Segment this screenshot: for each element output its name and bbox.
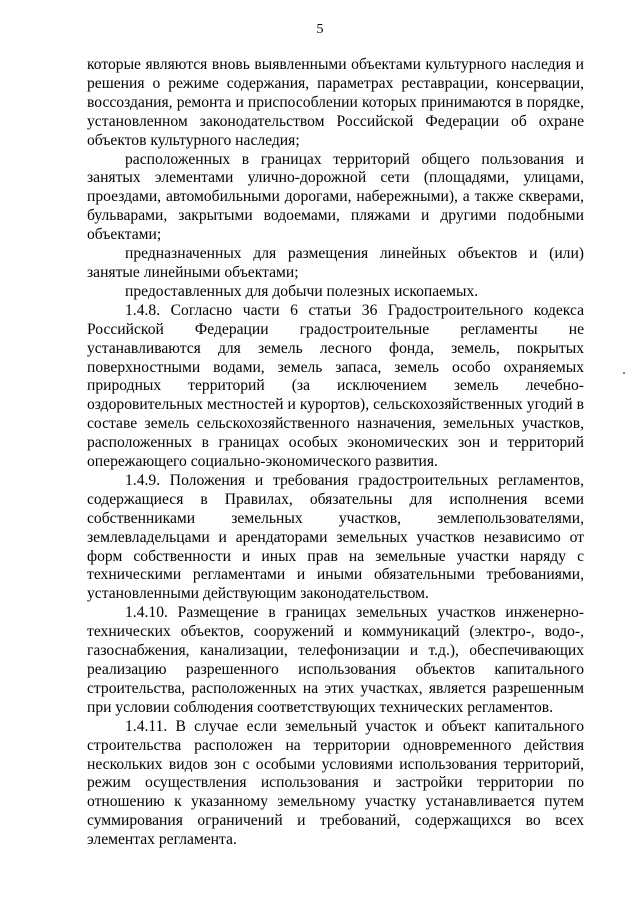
- document-body: [87, 56, 584, 850]
- paragraph: расположенных в границах территорий общего пользования и занятых элементами улично-дорожной сети (площадями, улицами, проездами, автомобильными дорогами, набережными), а также скверами, бульварами, закрытыми водоемами, пляжами и другими подобными объектами;: [87, 150, 584, 244]
- paragraph: которые являются вновь выявленными объектами культурного наследия и решения о режиме содержания, параметрах реставрации, консервации, воссоздания, ремонта и приспособлении которых принимаются в порядке, установленном законодательством Российской Федерации об охране объектов культурного наследия;: [87, 56, 584, 149]
- paragraph: предоставленных для добычи полезных ископаемых.: [125, 282, 479, 300]
- page-number: 5: [316, 22, 324, 37]
- paragraph: 1.4.8. Согласно части 6 статьи 36 Градостроительного кодекса Российской Федерации градостроительные регламенты не устанавливаются для земель лесного фонда, земель, покрытых поверхностными водами, земель запаса, земель особо охраняемых природных территорий (за исключением земель лечебно-оздоровительных местностей и курортов), сельскохозяйственных угодий в составе земель сельскохозяйственного назначения, земельных участков, расположенных в границах особых экономических зон и территорий опережающего социально-экономического развития.: [87, 301, 584, 471]
- paragraph: предназначенных для размещения линейных объектов и (или) занятые линейными объектами;: [87, 245, 584, 281]
- scan-speck: [623, 372, 625, 374]
- paragraph: 1.4.11. В случае если земельный участок и объект капитального строительства расположен на территории одновременного действия нескольких видов зон с особыми условиями использования территорий, режим осуществления использования и застройки территории по отношению к указанному земельному участку устанавливается путем суммирования ограничений и требований, содержащихся во всех элементах регламента.: [87, 717, 584, 849]
- paragraph: 1.4.10. Размещение в границах земельных участков инженерно-технических объектов, сооружений и коммуникаций (электро-, водо-, газоснабжения, канализации, телефонизации и т.д.), обеспечивающих реализацию разрешенного использования объектов капитального строительства, расположенных на этих участках, является разрешенным при условии соблюдения соответствующих технических регламентов.: [87, 604, 584, 716]
- paragraph: 1.4.9. Положения и требования градостроительных регламентов, содержащиеся в Правилах, обязательны для исполнения всеми собственниками земельных участков, землепользователями, землевладельцами и арендаторами земельных участков независимо от форм собственности и иных прав на земельные участки наряду с техническими регламентами и иными обязательными требованиями, установленными действующим законодательством.: [87, 471, 584, 603]
